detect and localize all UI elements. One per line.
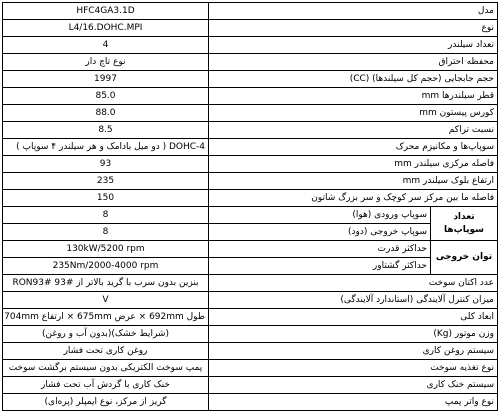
table-row [3,309,498,326]
table-row [3,275,498,292]
table-row [3,224,498,241]
spec-label: میزان کنترل آلایندگی (استاندارد آلایندگی) [209,292,498,309]
table-row [3,20,498,37]
spec-value: خنک کاری با گردش آب تحت فشار [3,377,209,394]
spec-value: نوع تاچ دار [3,54,209,71]
spec-label: نوع [209,20,498,37]
spec-label: نوع تغذیه سوخت [209,360,498,377]
table-row [3,37,498,54]
engine-spec-table [2,2,498,411]
spec-label: ارتفاع بلوک سیلندر mm [209,173,498,190]
spec-label: وزن موتور (Kg) [209,326,498,343]
spec-value: 235Nm/2000-4000 rpm [3,258,209,275]
spec-label: مدل [209,3,498,20]
spec-label: نسبت تراکم [209,122,498,139]
table-row [3,71,498,88]
spec-value: HFC4GA3.1D [3,3,209,20]
spec-label: سوپاپ ورودی (هوا) [209,207,431,224]
spec-label: سیستم روغن کاری [209,343,498,360]
spec-value: (شرایط خشک)(بدون آب و روغن) [3,326,209,343]
spec-value: 88.0 [3,105,209,122]
group-header-valves: تعداد سوپاپ‌ها [431,207,498,241]
spec-label: فاصله مرکزی سیلندر mm [209,156,498,173]
table-row [3,190,498,207]
spec-label: کورس پیستون mm [209,105,498,122]
spec-value: 8 [3,207,209,224]
spec-value: بنزین بدون سرب با گرید بالاتر از #93 RON93# [3,275,209,292]
spec-value: روغن کاری تحت فشار [3,343,209,360]
table-row [3,3,498,20]
spec-value: V [3,292,209,309]
spec-value: 130kW/5200 rpm [3,241,209,258]
spec-value: 4 [3,37,209,54]
spec-label: سوپاپ‌ها و مکانیزم محرک [209,139,498,156]
table-row [3,258,498,275]
table-row [3,207,498,224]
spec-label: تعداد سیلندر [209,37,498,54]
spec-value: L4/16.DOHC.MPI [3,20,209,37]
table-row [3,54,498,71]
spec-label: نوع واتر پمپ [209,394,498,411]
table-row [3,139,498,156]
table-row [3,105,498,122]
spec-label: ابعاد کلی [209,309,498,326]
spec-value: 93 [3,156,209,173]
spec-label: حداکثر قدرت [209,241,431,258]
spec-label: سوپاپ خروجی (دود) [209,224,431,241]
table-row [3,122,498,139]
spec-value: 8.5 [3,122,209,139]
spec-label: قطر سیلندرها mm [209,88,498,105]
table-row [3,360,498,377]
spec-label: حداکثر گشتاور [209,258,431,275]
spec-label: سیستم خنک کاری [209,377,498,394]
spec-value: پمپ سوخت الکتریکی بدون سیستم برگشت سوخت [3,360,209,377]
spec-value: 150 [3,190,209,207]
spec-label: عدد اکتان سوخت [209,275,498,292]
spec-label: فاصله ما بین مرکز سر کوچک و سر بزرگ شاتون [209,190,498,207]
table-row [3,241,498,258]
table-row [3,377,498,394]
table-row [3,292,498,309]
spec-value: DOHC-4 ( دو میل بادامک و هر سیلندر ۴ سوپاپ ) [3,139,209,156]
table-row [3,173,498,190]
spec-value: 235 [3,173,209,190]
table-row [3,343,498,360]
spec-value: 85.0 [3,88,209,105]
spec-value: 8 [3,224,209,241]
spec-label: حجم جابجایی (حجم کل سیلندها) (CC) [209,71,498,88]
table-row [3,88,498,105]
spec-value: گریز از مرکز، نوع ایمپلر (پره‌ای) [3,394,209,411]
spec-value: طول 692mm × عرض 675mm × ارتفاع 704mm [3,309,209,326]
spec-label: محفظه احتراق [209,54,498,71]
spec-value: 1997 [3,71,209,88]
table-row [3,156,498,173]
group-header-output: توان خروجی [431,241,498,275]
table-row [3,326,498,343]
